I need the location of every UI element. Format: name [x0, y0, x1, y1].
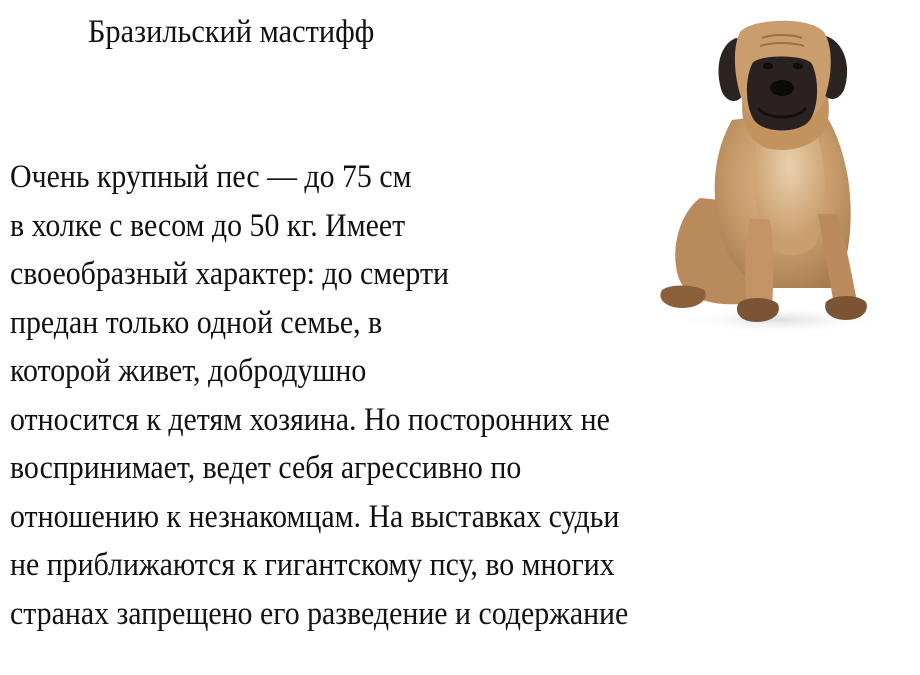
- mastiff-dog-photo: [640, 8, 880, 338]
- description-line: которой живет, добродушно: [10, 353, 367, 389]
- description-line: своеобразный характер: до смерти: [10, 256, 449, 292]
- description-line: отношению к незнакомцам. На выставках судьи: [10, 498, 620, 535]
- description-line: воспринимает, ведет себя агрессивно по: [10, 450, 522, 486]
- description-line: предан только одной семье, в: [10, 304, 383, 341]
- description-line: относится к детям хозяина. Но посторонних не: [10, 401, 610, 438]
- description-line: Очень крупный пес — до 75 см: [10, 159, 412, 195]
- slide-title: Бразильский мастифф: [88, 14, 375, 50]
- description-line: странах запрещено его разведение и содержание: [10, 595, 629, 632]
- description-text: [10, 153, 693, 638]
- description-line: не приближаются к гигантскому псу, во многих: [10, 547, 615, 583]
- description-line: в холке с весом до 50 кг. Имеет: [10, 207, 406, 244]
